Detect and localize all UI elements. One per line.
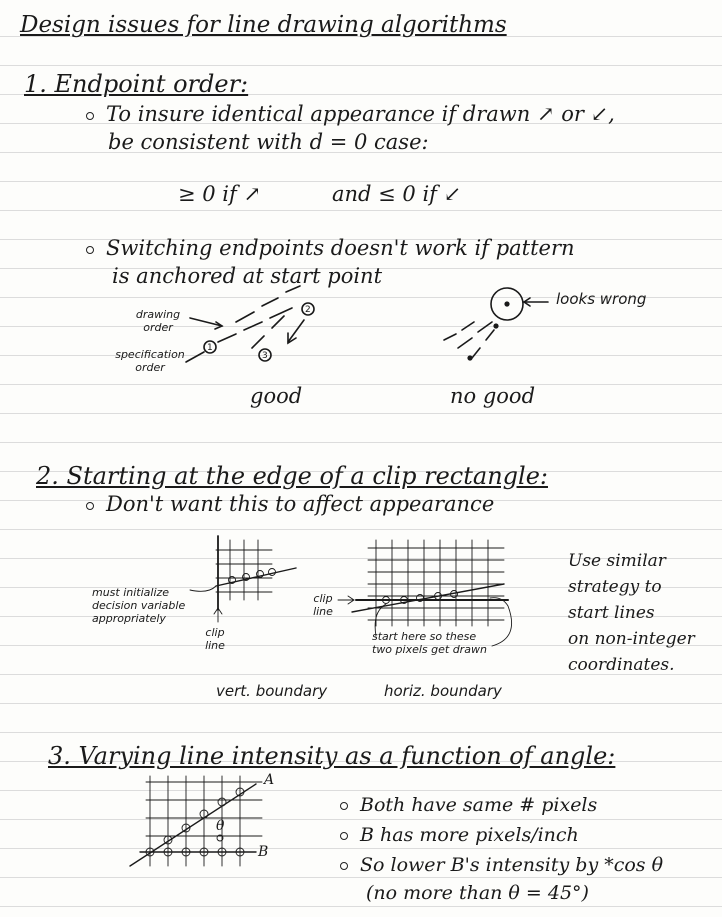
- bullet-text: So lower B's intensity by *cos θ: [360, 854, 664, 876]
- diagram-no-good: [444, 288, 548, 360]
- bullet-text: Don't want this to affect appearance: [106, 492, 495, 516]
- caption-vert-boundary: vert. boundary: [216, 682, 328, 700]
- section-3-heading: 3. Varying line intensity as a function of angle:: [48, 742, 616, 770]
- label-drawing-order: drawing order: [135, 308, 181, 334]
- side-note-line: Use similar: [568, 551, 666, 571]
- marker-3-label: 3: [262, 351, 268, 361]
- label-must-initialize: must initialize decision variable appropriately: [92, 586, 186, 625]
- diagram-vert-boundary: [190, 536, 296, 622]
- marker-1-label: 1: [207, 343, 213, 353]
- bullet-text: Both have same # pixels: [360, 794, 598, 816]
- diagram-intensity-grid: [130, 776, 262, 866]
- side-note-line: start lines: [568, 603, 655, 623]
- label-start-here: start here so these two pixels get drawn: [372, 630, 487, 656]
- label-line-a: A: [264, 772, 275, 788]
- rule-less-equal: and ≤ 0 if ↙: [332, 182, 462, 206]
- section-3-bullet-3-note: (no more than θ = 45°): [366, 882, 589, 904]
- label-looks-wrong: looks wrong: [556, 290, 647, 308]
- diagram-good: [186, 286, 314, 362]
- caption-no-good: no good: [450, 384, 536, 408]
- bullet-text: To insure identical appearance if drawn ↗ or ↙,: [106, 102, 615, 126]
- label-theta: θ: [216, 818, 225, 834]
- label-line-b: B: [258, 844, 269, 860]
- section-2-heading: 2. Starting at the edge of a clip rectangle:: [36, 462, 548, 490]
- side-note-line: strategy to: [568, 577, 662, 597]
- section-1-heading: 1. Endpoint order:: [24, 70, 249, 98]
- side-note-line: on non-integer: [568, 629, 695, 649]
- diagram-horiz-boundary: [338, 540, 512, 646]
- section-1-bullet-1-line-2: be consistent with d = 0 case:: [108, 130, 429, 154]
- marker-2-label: 2: [305, 305, 311, 315]
- side-note-line: coordinates.: [568, 655, 675, 675]
- page-title: Design issues for line drawing algorithms: [20, 12, 507, 38]
- rule-greater-equal: ≥ 0 if ↗: [178, 182, 262, 206]
- caption-horiz-boundary: horiz. boundary: [384, 682, 502, 700]
- section-1-bullet-2-line-2: is anchored at start point: [112, 264, 383, 288]
- line-a: [130, 784, 256, 866]
- label-specification-order: specification order: [115, 348, 185, 374]
- caption-good: good: [250, 384, 303, 408]
- bullet-text: Switching endpoints doesn't work if pattern: [106, 236, 575, 260]
- bullet-text: B has more pixels/inch: [360, 824, 579, 846]
- label-clip-line-right: clip line: [313, 592, 333, 618]
- label-clip-line-left: clip line: [205, 626, 225, 652]
